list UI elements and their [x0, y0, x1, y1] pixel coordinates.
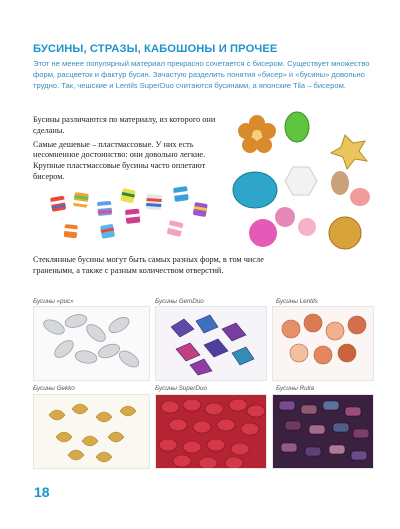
decorative-beads-image: [225, 105, 385, 265]
caption-gekko: Бусины Gekko: [33, 385, 75, 392]
material-paragraph-1: Бусины различаются по материалу, из которого они сделаны.: [33, 115, 216, 135]
photo-superduo-beads: [155, 394, 267, 469]
photo-gemduo-beads: [155, 306, 267, 381]
intro-paragraph: Этот не менее популярный материал прекрасно сочетается с бисером. Существует множество форм, расцветок и фактур бусин. Зачастую разделить понятия «бисер» и «бусины» довольно трудно. Так, чешские и Lentils SuperDuo считаются бусинами, а японские Tila – бисером.: [33, 59, 370, 91]
caption-gemduo: Бусины GemDuo: [155, 298, 204, 305]
page-title: БУСИНЫ, СТРАЗЫ, КАБОШОНЫ И ПРОЧЕЕ: [33, 43, 278, 55]
caption-lentils: Бусины Lentils: [276, 298, 318, 305]
caption-rulla: Бусины Rulla: [276, 385, 314, 392]
page-number: 18: [34, 484, 50, 500]
plastic-paragraph: Самые дешевые – пластмассовые. У них есть несомненное достоинство: они довольно легкие. Крупные пластмассовые бусины часто оплетают бисером.: [33, 139, 206, 181]
caption-rice: Бусины «рис»: [33, 298, 74, 305]
plastic-beads-image: [45, 180, 220, 250]
photo-rice-beads: [33, 306, 150, 381]
material-text: [33, 115, 233, 186]
caption-superduo: Бусины SuperDuo: [155, 385, 207, 392]
glass-paragraph: Стеклянные бусины могут быть самых разных форм, в том числе гранеными, а также с разным количеством отверстий.: [33, 255, 264, 275]
photo-rulla-beads: [272, 394, 374, 469]
photo-gekko-beads: [33, 394, 150, 469]
photo-lentils-beads: [272, 306, 374, 381]
